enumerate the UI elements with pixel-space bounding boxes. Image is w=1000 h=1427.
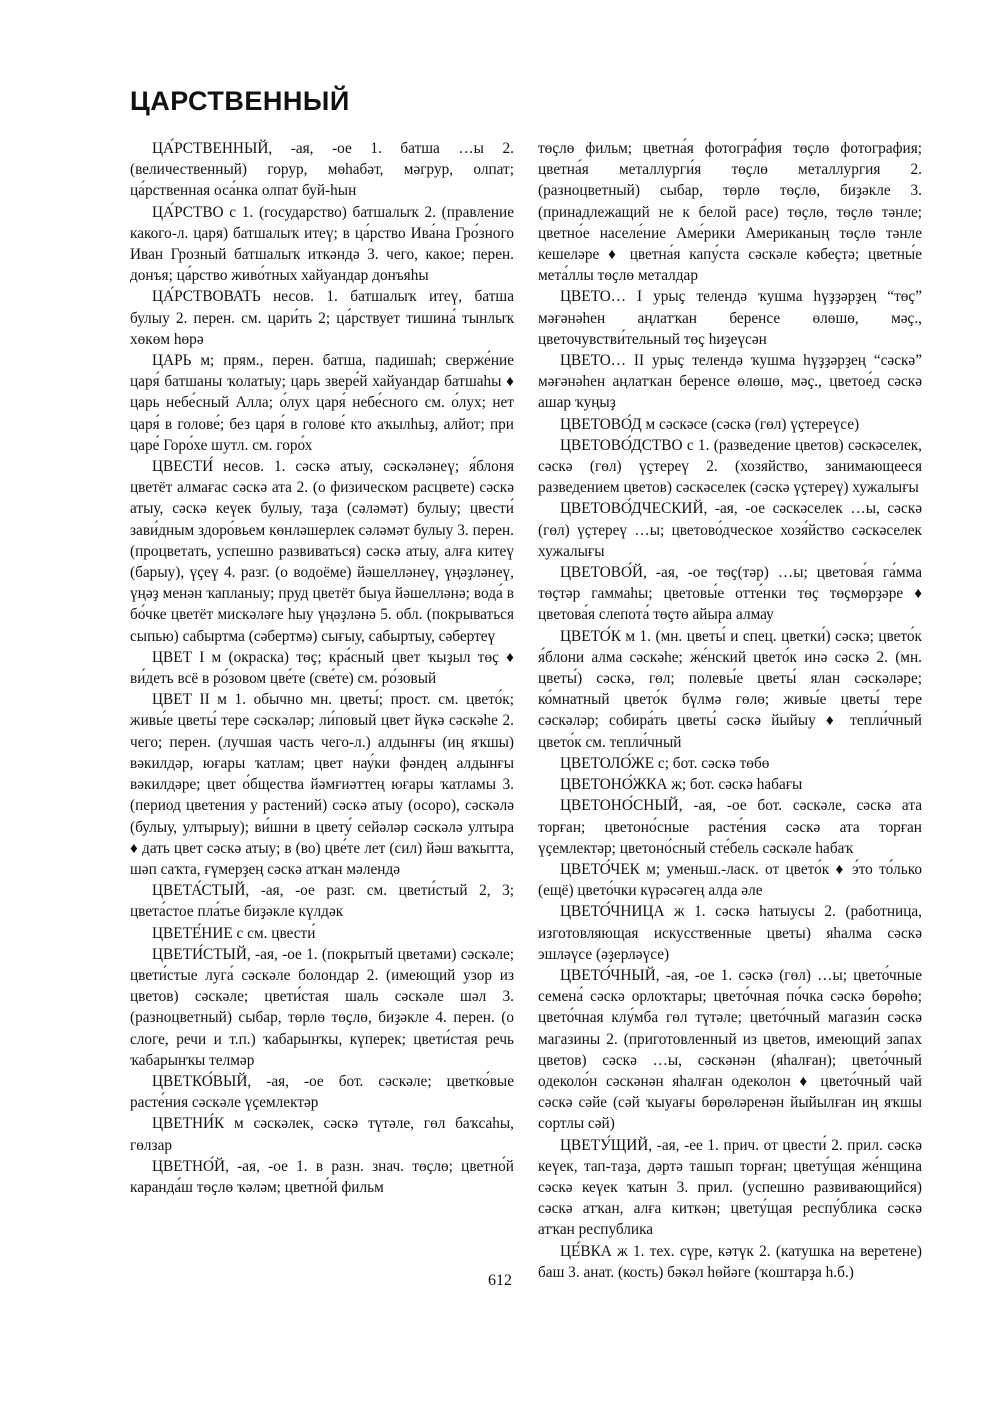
dictionary-entry: ЦВЕТО… II урыҫ телендә ҡушма һүҙҙәрҙең “сәскә” мәғәнәһен аңлатҡан беренсе өлөшө, мәҫ., цветое́д сәскә ашар ҡуңыҙ [538, 352, 922, 412]
dictionary-entry: ЦАРЬ м; прям., перен. батша, падишаһ; сверже́ние царя́ батшаны ҡолатыу; царь звере́й хайуандар батшаһы ♦ царь небе́сный Алла; о́лух царя́ небе́сного см. о́лух; нет царя́ в голове́; без царя́ в голове́ кто аҡылһыҙ, алйот; при царе́ Горо́хе шутл. см. горо́х [130, 352, 514, 454]
dictionary-entry: ЦВЕТОВО́ДСТВО с 1. (разведение цветов) сәскәселек, сәскә (гөл) үҫтереү 2. (хозяйство, занимающееся разведением цветов) сәскәселек (сәскә үҫтереү) хужалығы [538, 436, 922, 497]
dictionary-entry: ЦВЕТА́СТЫЙ, -ая, -ое разг. см. цвети́стый 2, 3; цвета́стое пла́тье биҙәкле күлдәк [130, 882, 514, 921]
dictionary-entry: ЦВЕТОНО́ЖКА ж; бот. сәскә һабағы [560, 776, 803, 794]
dictionary-entry: ЦВЕТОВО́ДЧЕСКИЙ, -ая, -ое сәскәселек …ы, сәскә (гөл) үҫтереү …ы; цветово́дческое хозя́йство сәскәселек хужалығы [538, 500, 922, 560]
dictionary-entry: ЦВЕТОЛО́ЖЕ с; бот. сәскә төбө [560, 754, 770, 772]
dictionary-entry: ЦВЕТО́ЧЕК м; уменьш.-ласк. от цвето́к ♦ э́то то́лько (ещё) цвето́чки күрәсәгең алда әле [538, 860, 922, 900]
dictionary-entry: ЦВЕТО́ЧНИЦА ж 1. сәскә һатыусы 2. (работница, изготовляющая искусственные цветы) яһалма сәскә эшләүсе (әҙерләүсе) [538, 903, 922, 963]
dictionary-entry: ЦВЕТУ́ЩИЙ, -ая, -ее 1. прич. от цвести́ 2. прил. сәскә кеүек, тап-таҙа, дәртә ташып торған; цвету́щая же́нщина сәскә кеүек ҡатын 3. прил. (успешно развивающийся) сәскә атҡан, алға киткән; цвету́щая респу́блика сәскә атҡан республика [538, 1136, 922, 1239]
dictionary-entry: ЦВЕТО́К м 1. (мн. цветы́ и спец. цветки́) сәскә; цвето́к я́блони алма сәскәһе; же́нский цвето́к инә сәскә 2. (мн. цветы́) сәскә, гөл; полевы́е цветы́ ялан сәскәләре; ко́мнатный цвето́к бүлмә гөлө; живы́е цветы́ тере сәскәләр; собира́ть цветы́ сәскә йыйыу ♦ тепли́чный цвето́к см. тепли́чный [538, 627, 922, 751]
right-column [538, 138, 922, 1283]
dictionary-entry: ЦВЕТОВО́Й, -ая, -ое төҫ(тәр) …ы; цветова́я га́мма төҫтәр гаммаһы; цветовы́е отте́нки төҫ төҫмөрҙәре ♦ цветова́я слепота́ төҫтө айыра алмау [538, 564, 922, 624]
dictionary-entry: ЦА́РСТВО с 1. (государство) батшалыҡ 2. (правление какого-л. царя) батшалыҡ итеү; в ца́рство Ива́на Гро́зного Иван Грозный батшалыҡ иткәндә 3. чего, какое; перен. донъя; ца́рство живо́тных хайуандар донъяһы [130, 203, 514, 285]
page-header: ЦАРСТВЕННЫЙ [130, 86, 350, 116]
dictionary-entry: ЦВЕТНО́Й, -ая, -ое 1. в разн. знач. төҫлө; цветно́й каранда́ш төҫлө ҡәләм; цветно́й фильм [130, 1157, 514, 1196]
dictionary-entry: ЦА́РСТВЕННЫЙ, -ая, -ое 1. батша …ы 2. (величественный) горур, мөһабәт, мәгрур, олпат; ца́рственная оса́нка олпат буй-һын [130, 140, 514, 200]
left-column [130, 138, 514, 1198]
dictionary-entry: ЦВЕТИ́СТЫЙ, -ая, -ое 1. (покрытый цветами) сәскәле; цвети́стые луга́ сәскәле болондар 2. (имеющий узор из цветов) сәскәле; цвети́стая шаль сәскәле шәл 3. (разноцветный) сыбар, төрлө төҫлө, биҙәкле 4. перен. (о слоге, речи и т.п.) ҡабарынҡы, күперек; цвети́стая речь ҡабарынҡы телмәр [130, 945, 514, 1069]
dictionary-entry: ЦВЕТОВО́Д м сәскәсе (сәскә (гөл) үҫтереүсе) [560, 415, 860, 433]
dictionary-entry: ЦВЕТНИ́К м сәскәлек, сәскә түтәле, гөл баҡсаһы, гөлзар [130, 1115, 514, 1154]
dictionary-entry: ЦВЕТКО́ВЫЙ, -ая, -ое бот. сәскәле; цветко́вые расте́ния сәскәле үҫемлектәр [130, 1072, 514, 1112]
dictionary-entry-continued: төҫлө фильм; цветна́я фотогра́фия төҫлө фотография; цветна́я металлурги́я төҫлө металлургия 2. (разноцветный) сыбар, төрлө төҫлө, биҙәкле 3. (принадлежащий не к белой расе) төҫлө, төҫлө тәнле; цветно́е населе́ние Аме́рики Американың төҫлө тәнле кешеләре ♦ цветна́я капу́ста сәскәле кәбеҫтә; цветны́е мета́ллы төҫлө металдар [538, 140, 922, 285]
dictionary-entry: ЦА́РСТВОВАТЬ несов. 1. батшалыҡ итеү, батша булыу 2. перен. см. цари́ть 2; ца́рствует тишина́ тынлыҡ хөкөм һөрә [130, 288, 514, 348]
dictionary-entry: ЦЕ́ВКА ж 1. тех. сүре, кәтүк 2. (катушка на веретене) баш 3. анат. (кость) бәкәл һөйәге (ҡоштарҙа һ.б.) [538, 1242, 922, 1281]
dictionary-entry: ЦВЕТО́ЧНЫЙ, -ая, -ое 1. сәскә (гөл) …ы; цвето́чные семена́ сәскә орлоҡтары; цвето́чная по́чка сәскә бөрөһө; цвето́чная клу́мба гөл түтәле; цвето́чный магази́н сәскә магазины 2. (приготовленный из цветов, имеющий запах цветов) сәскә …ы, сәскәнән (яһалған); цвето́чный одеколо́н сәскәнән яһалған одеколон ♦ цвето́чный чай сәскә сәйе (сәй ҡыуағы бөрөләренән йыйылған иң яҡшы сортлы сәй) [538, 966, 922, 1133]
dictionary-entry: ЦВЕТ I м (окраска) төҫ; кра́сный цвет ҡыҙыл төҫ ♦ ви́деть всё в ро́зовом цве́те (све́те) см. ро́зовый [130, 648, 514, 688]
dictionary-entry: ЦВЕТ II м 1. обычно мн. цветы́; прост. см. цвето́к; живы́е цветы́ тере сәскәләр; ли́повый цвет йүкә сәскәһе 2. чего; перен. (лучшая часть чего-л.) алдынғы (иң яҡшы) вәкилдәр, юғары ҡатлам; цвет нау́ки фәндең алдынғы вәкилдәре; цвет о́бщества йәмғиәттең юғары ҡатламы 3. (период цветения у растений) сәскә атыу (осоро), сәскәлә (булыу, ултырыу); ви́шни в цвету́ сейәләр сәскәлә ултыра ♦ дать цвет сәскә атыу; в (во) цве́те лет (сил) йәш ваҡытта, шәп саҡта, ғүмерҙең сәскә атҡан мәлендә [130, 691, 514, 878]
dictionary-entry: ЦВЕСТИ́ несов. 1. сәскә атыу, сәскәләнеү; я́блоня цветёт алмағас сәскә ата 2. (о физическом расцвете) сәскә атыу, сәскә кеүек булыу, таҙа (сәләмәт) булыу; цвести́ зави́дным здоро́вьем көнләшерлек сәләмәт булыу 3. перен. (процветать, успешно развиваться) сәскә атыу, алға китеү (барыу), үҫеү 4. разг. (о водоёме) йәшелләнеү, үңәҙләнеү, үңәҙ менән ҡапланыу; пруд цветёт быуа йәшелләнә; вода́ в бо́чке цветёт мискәләге һыу үңәҙләнә 5. обл. (покрываться сыпью) сабыртма (сәбертмә) сығыу, сабыртыу, сәбертеү [130, 458, 514, 645]
dictionary-entry: ЦВЕТОНО́СНЫЙ, -ая, -ое бот. сәскәле, сәскә ата торған; цветоно́сные расте́ния сәскә ата торған үҫемлектәр; цветоно́сный сте́бель сәскәле һабаҡ [538, 797, 922, 857]
dictionary-entry: ЦВЕТЕ́НИЕ с см. цвести́ [152, 924, 316, 942]
dictionary-entry: ЦВЕТО… I урыҫ телендә ҡушма һүҙҙәрҙең “төҫ” мәғәнәһен аңлатҡан беренсе өлөшө, мәҫ., цветочувстви́тельный төҫ һиҙеүсән [538, 288, 922, 348]
page-number: 612 [488, 1272, 512, 1289]
